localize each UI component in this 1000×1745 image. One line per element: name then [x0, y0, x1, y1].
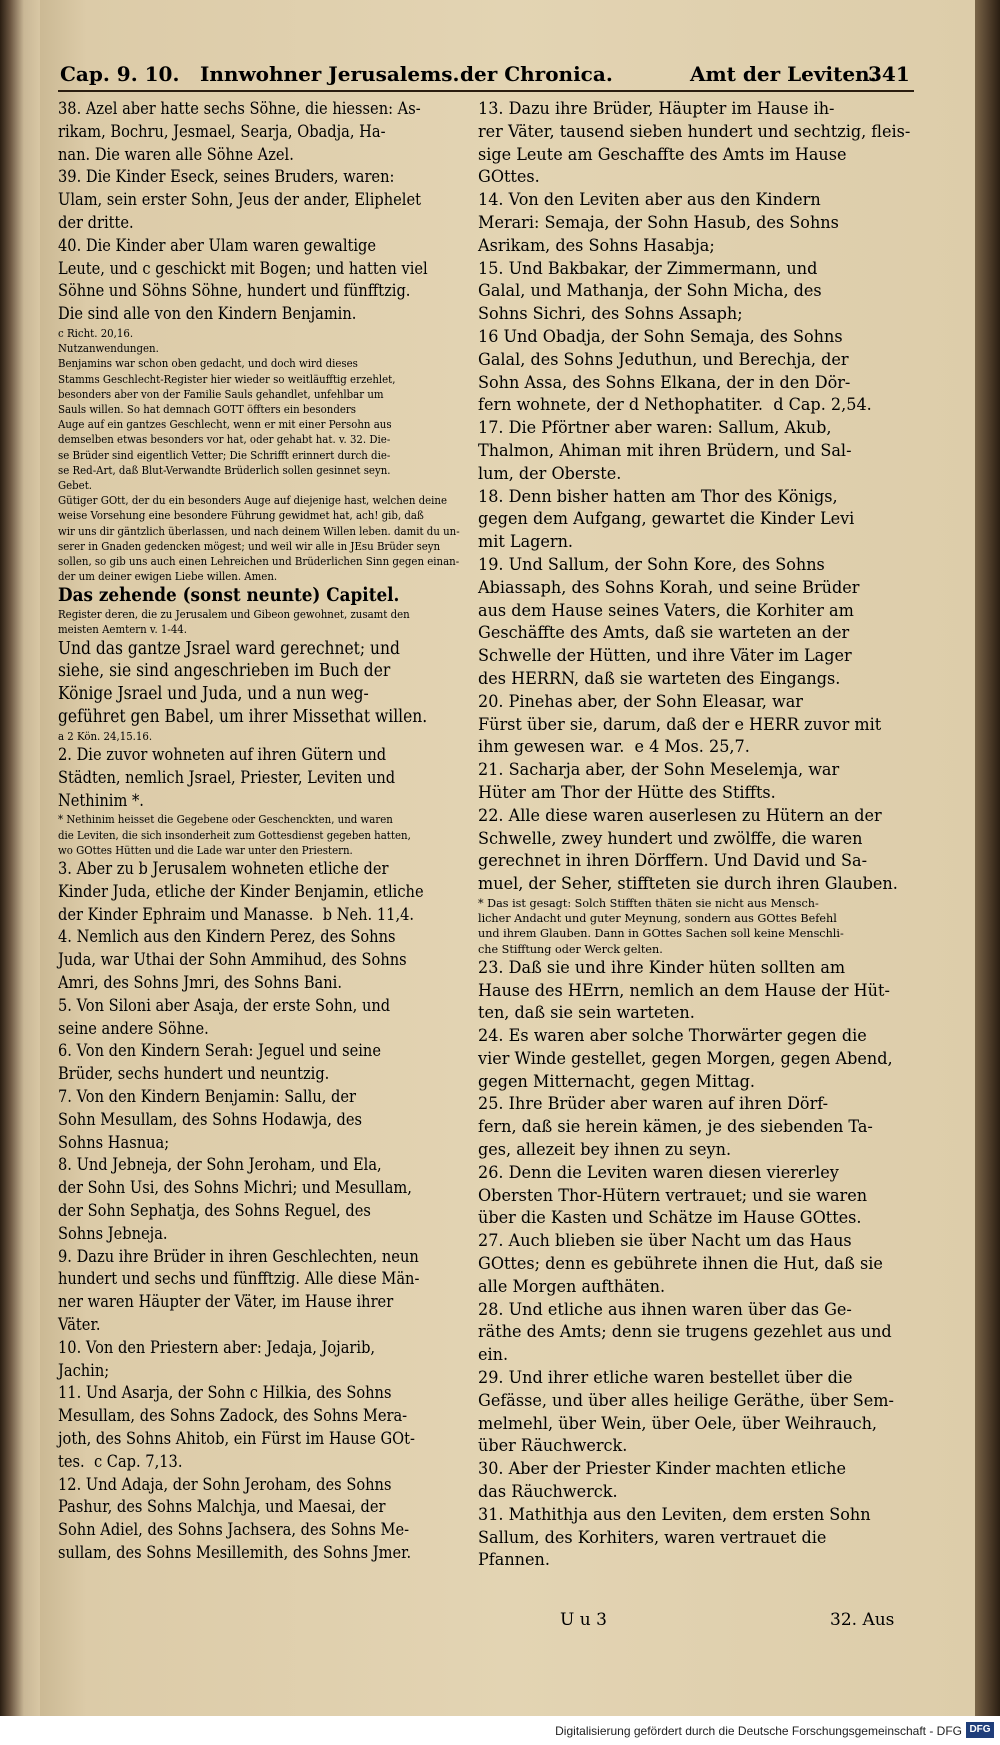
text-line: Thalmon, Ahiman mit ihren Brüdern, und Sal-: [478, 440, 852, 460]
text-line: besonders aber von der Familie Sauls gehandlet, unfehlbar um: [58, 386, 384, 401]
text-line: Merari: Semaja, der Sohn Hasub, des Sohns: [478, 212, 839, 232]
text-line: 15. Und Bakbakar, der Zimmermann, und: [478, 258, 818, 278]
header-rule: [58, 90, 914, 92]
text-line: 5. Von Siloni aber Asaja, der erste Sohn, und: [58, 995, 391, 1015]
text-line: hundert und sechs und fünfftzig. Alle diese Män-: [58, 1269, 420, 1289]
text-line: gegen Mitternacht, gegen Mittag.: [478, 1071, 755, 1091]
text-line: Benjamins war schon oben gedacht, und doch wird dieses: [58, 356, 358, 371]
text-line: Kinder Juda, etliche der Kinder Benjamin, etliche: [58, 881, 424, 901]
text-line: 14. Von den Leviten aber aus den Kindern: [478, 190, 821, 210]
text-line: sige Leute am Geschaffte des Amts im Hause: [478, 144, 847, 164]
text-line: gerechnet in ihren Dörffern. Und David und Sa-: [478, 851, 868, 871]
text-line: 13. Dazu ihre Brüder, Häupter im Hause ih-: [478, 99, 835, 118]
text-line: 26. Denn die Leviten waren diesen viererley: [478, 1162, 839, 1182]
text-line: Register deren, die zu Jerusalem und Gibeon gewohnet, zusamt den: [58, 607, 410, 622]
text-line: 18. Denn bisher hatten am Thor des Königs,: [478, 486, 838, 506]
text-line: das Räuchwerck.: [478, 1482, 618, 1502]
text-line: Schwelle der Hütten, und ihre Väter im Lager: [478, 646, 852, 666]
text-line: Sohns Hasnua;: [58, 1132, 170, 1152]
text-line: che Stifftung oder Werck gelten.: [478, 941, 663, 956]
text-line: 30. Aber der Priester Kinder machten etliche: [478, 1459, 847, 1479]
text-line: 31. Mathithja aus den Leviten, dem ersten Sohn: [478, 1504, 871, 1524]
text-line: joth, des Sohns Ahitob, ein Fürst im Hause GOt-: [58, 1428, 415, 1448]
text-line: Hause des HErrn, nemlich an dem Hause der Hüt-: [478, 980, 890, 1000]
text-line: Geschäffte des Amts, daß sie warteten an der: [478, 623, 850, 643]
left-column: [58, 98, 460, 1565]
text-line: meisten Aemtern v. 1-44.: [58, 622, 188, 637]
text-line: GOttes.: [478, 167, 540, 187]
text-line: 3. Aber zu b Jerusalem wohneten etliche der: [58, 859, 389, 879]
text-line: fern wohnete, der d Nethophatiter. d Cap. 2,54.: [478, 395, 872, 415]
text-line: Jachin;: [58, 1360, 110, 1380]
text-line: Sallum, des Korhiters, waren vertrauet die: [478, 1527, 827, 1547]
text-line: Fürst über sie, darum, daß der e HERR zuvor mit: [478, 714, 882, 734]
text-line: 2. Die zuvor wohneten auf ihren Gütern und: [58, 745, 387, 765]
text-line: Sohn Adiel, des Sohns Jachsera, des Sohns Me-: [58, 1520, 410, 1540]
text-line: weise Vorsehung eine besondere Führung gewidmet hat, ach! gib, daß: [58, 508, 424, 523]
text-line: licher Andacht und guter Meynung, sondern aus GOttes Befehl: [478, 911, 837, 926]
text-line: Das zehende (sonst neunte) Capitel.: [58, 584, 400, 607]
text-line: mit Lagern.: [478, 532, 574, 552]
text-line: alle Morgen aufthäten.: [478, 1276, 666, 1296]
text-line: 17. Die Pförtner aber waren: Sallum, Akub,: [478, 418, 832, 438]
text-line: vier Winde gestellet, gegen Morgen, gegen Abend,: [478, 1048, 893, 1068]
text-line: die Leviten, die sich insonderheit zum Gottesdienst gegeben hatten,: [58, 827, 411, 842]
text-line: geführet gen Babel, um ihrer Missethat willen.: [58, 707, 428, 728]
text-line: lum, der Oberste.: [478, 463, 622, 483]
text-line: 24. Es waren aber solche Thorwärter gegen die: [478, 1026, 867, 1046]
text-line: 29. Und ihrer etliche waren bestellet über die: [478, 1368, 853, 1388]
page-number: 341: [868, 62, 910, 86]
text-line: der um deiner ewigen Liebe willen. Amen.: [58, 569, 278, 584]
text-line: Amri, des Sohns Jmri, des Sohns Bani.: [58, 973, 342, 992]
text-line: Städten, nemlich Jsrael, Priester, Leviten und: [58, 767, 396, 787]
text-line: der Kinder Ephraim und Manasse. b Neh. 11,4.: [58, 904, 415, 924]
text-line: * Das ist gesagt: Solch Stifften thäten sie nicht aus Mensch-: [478, 895, 819, 910]
text-line: Leute, und c geschickt mit Bogen; und hatten viel: [58, 258, 428, 278]
text-line: Ulam, sein erster Sohn, Jeus der ander, Eliphelet: [58, 190, 421, 210]
text-line: der Sohn Usi, des Sohns Michri; und Mesullam,: [58, 1178, 412, 1198]
text-line: des HERRN, daß sie warteten des Eingangs.: [478, 668, 841, 688]
text-line: 7. Von den Kindern Benjamin: Sallu, der: [58, 1086, 357, 1106]
text-line: Sohns Jebneja.: [58, 1223, 168, 1243]
text-line: Schwelle, zwey hundert und zwölffe, die waren: [478, 828, 863, 848]
text-line: 8. Und Jebneja, der Sohn Jeroham, und Ela,: [58, 1155, 382, 1175]
text-line: 23. Daß sie und ihre Kinder hüten sollten am: [478, 957, 846, 977]
text-line: sullam, des Sohns Mesillemith, des Sohns Jmer.: [58, 1542, 412, 1562]
dfg-logo: DFG: [966, 1722, 994, 1738]
footer-text: Digitalisierung gefördert durch die Deutsche Forschungsgemeinschaft - DFG: [555, 1724, 962, 1738]
text-line: Obersten Thor-Hütern vertrauet; und sie waren: [478, 1185, 868, 1205]
text-line: muel, der Seher, stiffteten sie durch ihren Glauben.: [478, 874, 898, 894]
text-line: nan. Die waren alle Söhne Azel.: [58, 144, 294, 164]
text-line: Galal, des Sohns Jeduthun, und Berechja, der: [478, 349, 849, 369]
text-line: ein.: [478, 1345, 509, 1365]
text-line: Sohns Sichri, des Sohns Assaph;: [478, 304, 743, 324]
center-running-title: der Chronica.: [460, 62, 613, 86]
text-line: Gefässe, und über alles heilige Geräthe, über Sem-: [478, 1390, 894, 1410]
text-line: 6. Von den Kindern Serah: Jeguel und seine: [58, 1041, 381, 1061]
text-line: 9. Dazu ihre Brüder in ihren Geschlechten, neun: [58, 1246, 419, 1266]
text-line: aus dem Hause seines Vaters, die Korhiter am: [478, 600, 854, 620]
text-line: 22. Alle diese waren auserlesen zu Hütern an der: [478, 805, 882, 825]
text-line: wir uns dir gäntzlich überlassen, und nach deinem Willen leben. damit du un-: [58, 523, 460, 538]
text-line: ner waren Häupter der Väter, im Hause ihrer: [58, 1292, 394, 1312]
chapter-label: Cap. 9. 10.: [60, 62, 180, 86]
text-line: Auge auf ein gantzes Geschlecht, wenn er mit einer Persohn aus: [58, 417, 392, 432]
text-line: 39. Die Kinder Eseck, seines Bruders, waren:: [58, 167, 395, 187]
text-line: Asrikam, des Sohns Hasabja;: [478, 235, 715, 255]
text-line: 4. Nemlich aus den Kindern Perez, des Sohns: [58, 927, 396, 947]
text-line: fern, daß sie herein kämen, je des siebenden Ta-: [478, 1117, 873, 1137]
text-line: c Richt. 20,16.: [58, 325, 134, 340]
text-line: melmehl, über Wein, über Oele, über Weihrauch,: [478, 1413, 878, 1433]
text-line: über Räuchwerck.: [478, 1436, 628, 1456]
text-line: ihm gewesen war. e 4 Mos. 25,7.: [478, 737, 750, 757]
text-line: a 2 Kön. 24,15.16.: [58, 728, 153, 743]
text-line: der Sohn Sephatja, des Sohns Reguel, des: [58, 1200, 371, 1220]
text-line: Juda, war Uthai der Sohn Ammihud, des Sohns: [58, 950, 407, 970]
text-line: Hüter am Thor der Hütte des Stiffts.: [478, 782, 776, 802]
text-line: Sauls willen. So hat demnach GOTT öffters ein besonders: [58, 401, 356, 416]
text-line: Gebet.: [58, 478, 93, 492]
book-edge: [975, 0, 1000, 1716]
text-line: ten, daß sie sein warteten.: [478, 1003, 695, 1023]
text-line: Galal, und Mathanja, der Sohn Micha, des: [478, 281, 822, 301]
text-line: Pfannen.: [478, 1550, 550, 1570]
text-line: gegen dem Aufgang, gewartet die Kinder Levi: [478, 509, 855, 529]
text-line: Nethinim *.: [58, 790, 144, 810]
text-line: 12. Und Adaja, der Sohn Jeroham, des Sohns: [58, 1474, 392, 1494]
text-line: tes. c Cap. 7,13.: [58, 1451, 183, 1471]
text-line: 19. Und Sallum, der Sohn Kore, des Sohns: [478, 554, 825, 574]
left-running-title: Innwohner Jerusalems.: [200, 62, 460, 86]
text-line: wo GOttes Hütten und die Lade war unter den Priestern.: [58, 842, 353, 857]
text-line: 40. Die Kinder aber Ulam waren gewaltige: [58, 235, 377, 255]
right-running-title: Amt der Leviten.: [690, 62, 877, 86]
text-line: 27. Auch blieben sie über Nacht um das Haus: [478, 1231, 852, 1251]
text-line: 25. Ihre Brüder aber waren auf ihren Dörf-: [478, 1094, 829, 1114]
text-line: Brüder, sechs hundert und neuntzig.: [58, 1064, 330, 1084]
text-line: demselben etwas besonders vor hat, oder gehabt hat. v. 32. Die-: [58, 432, 391, 447]
catchword: 32. Aus: [830, 1610, 895, 1630]
text-line: * Nethinim heisset die Gegebene oder Geschenckten, und waren: [58, 812, 393, 827]
text-line: seine andere Söhne.: [58, 1018, 209, 1038]
text-line: über die Kasten und Schätze im Hause GOttes.: [478, 1208, 862, 1228]
text-line: siehe, sie sind angeschrieben im Buch der: [58, 661, 391, 682]
text-line: GOttes; denn es gebührete ihnen die Hut, daß sie: [478, 1254, 883, 1274]
text-line: Mesullam, des Sohns Zadock, des Sohns Mera-: [58, 1406, 408, 1426]
text-line: ges, allezeit bey ihnen zu seyn.: [478, 1140, 732, 1160]
text-line: 10. Von den Priestern aber: Jedaja, Jojarib,: [58, 1337, 376, 1357]
text-line: Und das gantze Jsrael ward gerechnet; und: [58, 638, 400, 659]
text-line: rer Väter, tausend sieben hundert und sechtzig, fleis-: [478, 121, 911, 141]
text-line: se Brüder sind eigentlich Vetter; Die Schrifft erinnert durch die-: [58, 447, 391, 462]
right-column: [478, 98, 911, 1572]
text-line: Gütiger GOtt, der du ein besonders Auge auf diejenige hast, welchen deine: [58, 493, 448, 508]
text-line: Sohn Assa, des Sohns Elkana, der in den Dör-: [478, 372, 851, 392]
text-line: Väter.: [58, 1314, 101, 1334]
text-line: 11. Und Asarja, der Sohn c Hilkia, des Sohns: [58, 1383, 392, 1403]
text-line: 20. Pinehas aber, der Sohn Eleasar, war: [478, 691, 803, 711]
text-line: 21. Sacharja aber, der Sohn Meselemja, war: [478, 760, 840, 780]
text-line: Stamms Geschlecht-Register hier wieder so weitläufftig erzehlet,: [58, 371, 396, 386]
text-line: der dritte.: [58, 212, 134, 232]
text-line: Die sind alle von den Kindern Benjamin.: [58, 304, 357, 324]
text-line: Pashur, des Sohns Malchja, und Maesai, der: [58, 1497, 386, 1517]
text-line: Sohn Mesullam, des Sohns Hodawja, des: [58, 1109, 363, 1129]
text-line: räthe des Amts; denn sie trugens gezehlet aus und: [478, 1322, 892, 1342]
text-line: Nutzanwendungen.: [58, 341, 159, 356]
text-line: se Red-Art, daß Blut-Verwandte Brüderlich sollen gesinnet seyn.: [58, 462, 391, 477]
text-line: serer in Gnaden gedencken mögest; und weil wir alle in JEsu Brüder seyn: [58, 538, 441, 553]
text-line: rikam, Bochru, Jesmael, Searja, Obadja, Ha-: [58, 121, 386, 141]
signature-mark: U u 3: [560, 1610, 607, 1630]
previous-page-edge: [0, 0, 40, 1745]
text-line: 38. Azel aber hatte sechs Söhne, die hiessen: As-: [58, 99, 421, 118]
text-line: und ihrem Glauben. Dann in GOttes Sachen soll keine Menschli-: [478, 926, 844, 941]
text-line: Abiassaph, des Sohns Korah, und seine Brüder: [478, 577, 860, 597]
text-line: Söhne und Söhns Söhne, hundert und fünfftzig.: [58, 281, 411, 301]
text-line: sollen, so gib uns auch einen Lehreichen und Brüderlichen Sinn gegen einan-: [58, 554, 460, 569]
text-line: 16 Und Obadja, der Sohn Semaja, des Sohns: [478, 326, 843, 346]
text-line: 28. Und etliche aus ihnen waren über das Ge-: [478, 1299, 852, 1319]
text-line: Könige Jsrael und Juda, und a nun weg-: [58, 684, 369, 705]
digitization-footer: [0, 1716, 1000, 1745]
